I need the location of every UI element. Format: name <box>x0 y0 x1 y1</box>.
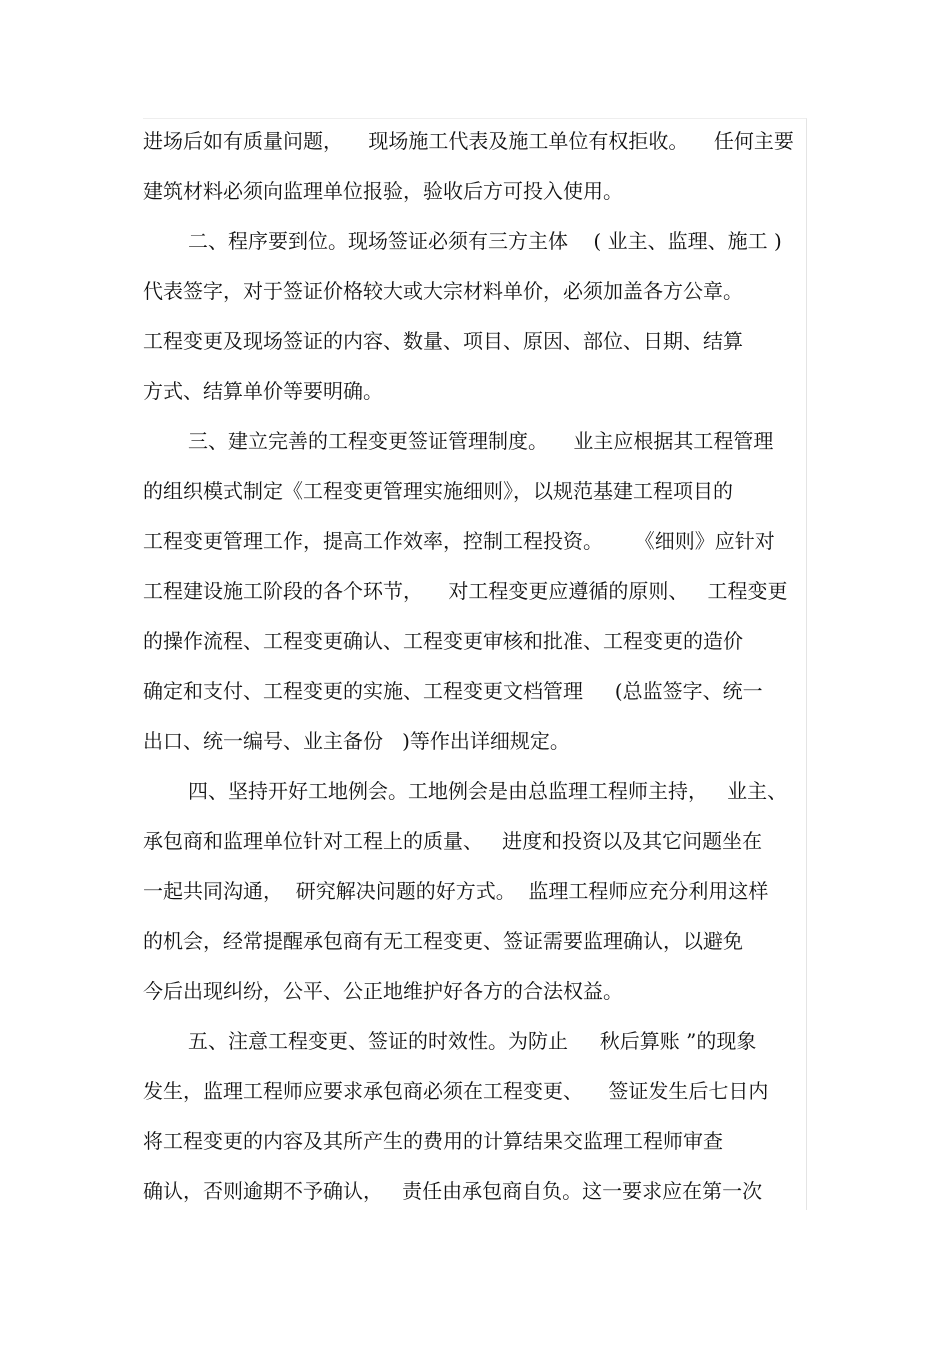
text-line: 工程变更及现场签证的内容、数量、项目、原因、部位、日期、结算 <box>143 329 743 353</box>
text-line: 承包商和监理单位针对工程上的质量、 进度和投资以及其它问题坐在 <box>143 829 763 853</box>
text-line: 今后出现纠纷，公平、公正地维护好各方的合法权益。 <box>143 979 623 1003</box>
text-line: 确认，否则逾期不予确认， 责任由承包商自负。这一要求应在第一次 <box>143 1179 763 1203</box>
text-line: 方式、结算单价等要明确。 <box>143 379 383 403</box>
text-line: 发生，监理工程师应要求承包商必须在工程变更、 签证发生后七日内 <box>143 1079 769 1103</box>
text-line: 三、建立完善的工程变更签证管理制度。 业主应根据其工程管理 <box>188 429 774 453</box>
text-line: 五、注意工程变更、签证的时效性。为防止 秋后算账 ”的现象 <box>188 1029 757 1053</box>
text-line: 代表签字，对于签证价格较大或大宗材料单价，必须加盖各方公章。 <box>143 279 743 303</box>
text-line: 确定和支付、工程变更的实施、工程变更文档管理 (总监签字、统一 <box>143 679 763 703</box>
text-line: 建筑材料必须向监理单位报验，验收后方可投入使用。 <box>143 179 623 203</box>
text-line: 的组织模式制定《工程变更管理实施细则》，以规范基建工程项目的 <box>143 479 733 503</box>
text-line: 一起共同沟通， 研究解决问题的好方式。 监理工程师应充分利用这样 <box>143 879 769 903</box>
text-line: 出口、统一编号、业主备份 )等作出详细规定。 <box>143 729 570 753</box>
text-line: 工程建设施工阶段的各个环节， 对工程变更应遵循的原则、 工程变更 <box>143 579 788 603</box>
text-line: 工程变更管理工作，提高工作效率，控制工程投资。 《细则》应针对 <box>143 529 775 553</box>
text-line: 的操作流程、工程变更确认、工程变更审核和批准、工程变更的造价 <box>143 629 743 653</box>
document-body <box>143 126 807 1226</box>
text-line: 将工程变更的内容及其所产生的费用的计算结果交监理工程师审查 <box>143 1129 723 1153</box>
text-line: 四、坚持开好工地例会。工地例会是由总监理工程师主持， 业主、 <box>188 779 788 803</box>
text-line: 进场后如有质量问题， 现场施工代表及施工单位有权拒收。 任何主要 <box>143 129 794 153</box>
text-line: 的机会，经常提醒承包商有无工程变更、签证需要监理确认，以避免 <box>143 929 743 953</box>
text-line: 二、程序要到位。现场签证必须有三方主体 ( 业主、监理、施工 ) <box>188 229 782 253</box>
